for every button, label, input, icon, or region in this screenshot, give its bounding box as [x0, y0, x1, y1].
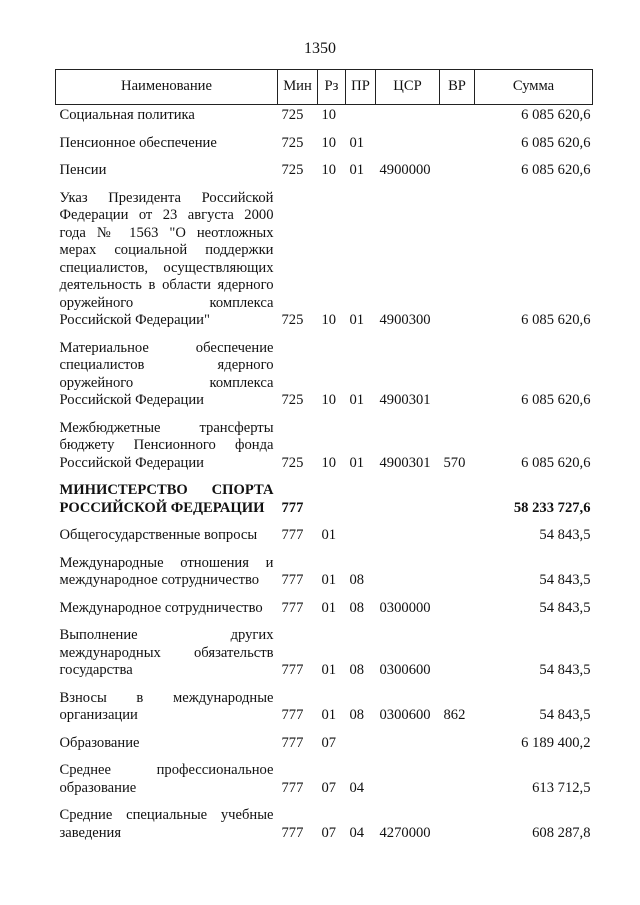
- table-row: [56, 683, 593, 728]
- cell-pr: 01: [349, 312, 365, 328]
- cell-min: 777: [281, 599, 304, 616]
- table-row: [56, 728, 593, 756]
- header-min: Мин: [278, 70, 318, 105]
- header-pr: ПР: [346, 70, 376, 105]
- cell-name: Средние специальные учебные заведения: [59, 807, 274, 841]
- cell-rz: 10: [321, 107, 337, 123]
- cell-sum: 6 085 620,6: [521, 134, 591, 151]
- cell-pr: [346, 105, 376, 128]
- table-row: [56, 128, 593, 156]
- cell-csr: 4900301: [379, 454, 431, 471]
- cell-vr: [440, 105, 475, 128]
- cell-vr: [440, 155, 475, 183]
- cell-min: 725: [281, 107, 304, 123]
- cell-min: 777: [281, 824, 304, 841]
- cell-pr: 08: [349, 662, 365, 678]
- cell-pr: 08: [349, 707, 365, 723]
- cell-csr: [376, 548, 440, 593]
- cell-min: 777: [281, 779, 304, 796]
- cell-vr: [440, 800, 475, 845]
- cell-csr: 0300600: [379, 662, 431, 678]
- cell-sum: 613 712,5: [532, 779, 591, 796]
- cell-name: Выполнение других международных обязательств государства: [59, 627, 274, 678]
- cell-vr: 570: [443, 454, 466, 471]
- cell-pr: [346, 728, 376, 756]
- header-csr: ЦСР: [376, 70, 440, 105]
- table-row: [56, 800, 593, 845]
- cell-min: 725: [281, 454, 304, 471]
- cell-sum: 6 189 400,2: [521, 734, 591, 751]
- cell-csr: [376, 728, 440, 756]
- cell-pr: [346, 520, 376, 548]
- cell-min: 725: [281, 162, 304, 178]
- table-row: [56, 413, 593, 476]
- cell-rz: 10: [321, 312, 337, 328]
- cell-name: Взносы в международные организации: [59, 689, 274, 723]
- cell-csr: [376, 755, 440, 800]
- cell-vr: [440, 548, 475, 593]
- cell-rz: 07: [321, 734, 337, 751]
- cell-sum: 6 085 620,6: [521, 392, 591, 408]
- page-number: 1350: [304, 40, 336, 57]
- cell-csr: 4900301: [379, 392, 431, 408]
- table-row: [56, 475, 593, 520]
- header-sum: Сумма: [475, 70, 593, 105]
- table-row: [56, 620, 593, 683]
- cell-name: Международные отношения и международное сотрудничество: [59, 554, 274, 588]
- cell-name: Материальное обеспечение специалистов ядерного оружейного комплекса Российской Федерации: [59, 339, 274, 408]
- cell-vr: [440, 128, 475, 156]
- cell-vr: 862: [443, 707, 466, 723]
- cell-rz: 01: [321, 572, 337, 588]
- cell-rz: 01: [321, 662, 337, 678]
- cell-csr: 0300600: [379, 707, 431, 723]
- cell-min: 725: [281, 392, 304, 408]
- cell-rz: 07: [321, 779, 337, 796]
- table-row: [56, 548, 593, 593]
- cell-rz: [318, 475, 346, 520]
- cell-sum: 6 085 620,6: [521, 162, 591, 178]
- cell-rz: 01: [321, 707, 337, 723]
- cell-min: 777: [281, 499, 304, 516]
- table-row: [56, 333, 593, 413]
- cell-rz: 07: [321, 824, 337, 841]
- header-vr: ВР: [440, 70, 475, 105]
- cell-csr: [376, 520, 440, 548]
- cell-name: Пенсии: [59, 162, 107, 178]
- cell-rz: 10: [321, 454, 337, 471]
- cell-pr: 01: [349, 454, 365, 471]
- cell-min: 777: [281, 572, 304, 588]
- cell-sum: 54 843,5: [539, 527, 591, 543]
- cell-csr: 4270000: [379, 824, 431, 841]
- cell-name: Среднее профессиональное образование: [59, 762, 274, 796]
- cell-csr: [376, 475, 440, 520]
- cell-rz: 10: [321, 134, 337, 151]
- cell-pr: 08: [349, 599, 365, 616]
- cell-vr: [440, 593, 475, 621]
- cell-min: 725: [281, 312, 304, 328]
- table-row: [56, 593, 593, 621]
- cell-vr: [440, 475, 475, 520]
- cell-vr: [440, 520, 475, 548]
- header-rz: Рз: [318, 70, 346, 105]
- table-row: [56, 520, 593, 548]
- table-header: [56, 70, 593, 105]
- cell-name: Указ Президента Российской Федерации от 23 августа 2000 года № 1563 "О неотложных мерах социальной поддержки специалистов, осуществляющих деятельность в области ядерного оружейного комплекса Российской Федерации": [59, 189, 274, 328]
- cell-min: 777: [281, 527, 304, 543]
- cell-name: Межбюджетные трансферты бюджету Пенсионного фонда Российской Федерации: [59, 419, 274, 471]
- cell-name: Общегосударственные вопросы: [59, 527, 258, 543]
- cell-pr: 01: [349, 134, 365, 151]
- cell-vr: [440, 728, 475, 756]
- cell-vr: [440, 183, 475, 333]
- cell-sum: 608 287,8: [532, 824, 591, 841]
- cell-csr: 4900300: [379, 312, 431, 328]
- table-row: [56, 755, 593, 800]
- cell-sum: 54 843,5: [539, 662, 591, 678]
- cell-name: Международное сотрудничество: [59, 599, 263, 616]
- cell-csr: 4900000: [379, 162, 431, 178]
- cell-pr: 01: [349, 162, 365, 178]
- cell-rz: 10: [321, 392, 337, 408]
- cell-pr: 04: [349, 779, 365, 796]
- cell-name: Образование: [59, 734, 140, 751]
- cell-vr: [440, 333, 475, 413]
- cell-rz: 01: [321, 527, 337, 543]
- cell-rz: 01: [321, 599, 337, 616]
- cell-sum: 6 085 620,6: [521, 107, 591, 123]
- cell-vr: [440, 620, 475, 683]
- cell-sum: 6 085 620,6: [521, 454, 591, 471]
- cell-sum: 54 843,5: [539, 599, 591, 616]
- table-row: [56, 105, 593, 128]
- cell-sum: 58 233 727,6: [513, 499, 591, 516]
- cell-pr: 04: [349, 824, 365, 841]
- cell-min: 725: [281, 134, 304, 151]
- table-body: [56, 105, 593, 846]
- header-name: Наименование: [56, 70, 278, 105]
- cell-vr: [440, 755, 475, 800]
- cell-sum: 6 085 620,6: [521, 312, 591, 328]
- cell-csr: 0300000: [379, 599, 431, 616]
- cell-min: 777: [281, 734, 304, 751]
- cell-pr: 08: [349, 572, 365, 588]
- cell-name: Социальная политика: [59, 107, 195, 123]
- cell-name: Пенсионное обеспечение: [59, 134, 217, 151]
- cell-rz: 10: [321, 162, 337, 178]
- cell-pr: 01: [349, 392, 365, 408]
- cell-name: МИНИСТЕРСТВО СПОРТА РОССИЙСКОЙ ФЕДЕРАЦИИ: [59, 482, 274, 516]
- cell-min: 777: [281, 707, 304, 723]
- cell-pr: [346, 475, 376, 520]
- cell-csr: [376, 105, 440, 128]
- budget-table: [55, 69, 593, 845]
- table-row: [56, 183, 593, 333]
- cell-sum: 54 843,5: [539, 572, 591, 588]
- table-row: [56, 155, 593, 183]
- cell-sum: 54 843,5: [539, 707, 591, 723]
- cell-min: 777: [281, 662, 304, 678]
- cell-csr: [376, 128, 440, 156]
